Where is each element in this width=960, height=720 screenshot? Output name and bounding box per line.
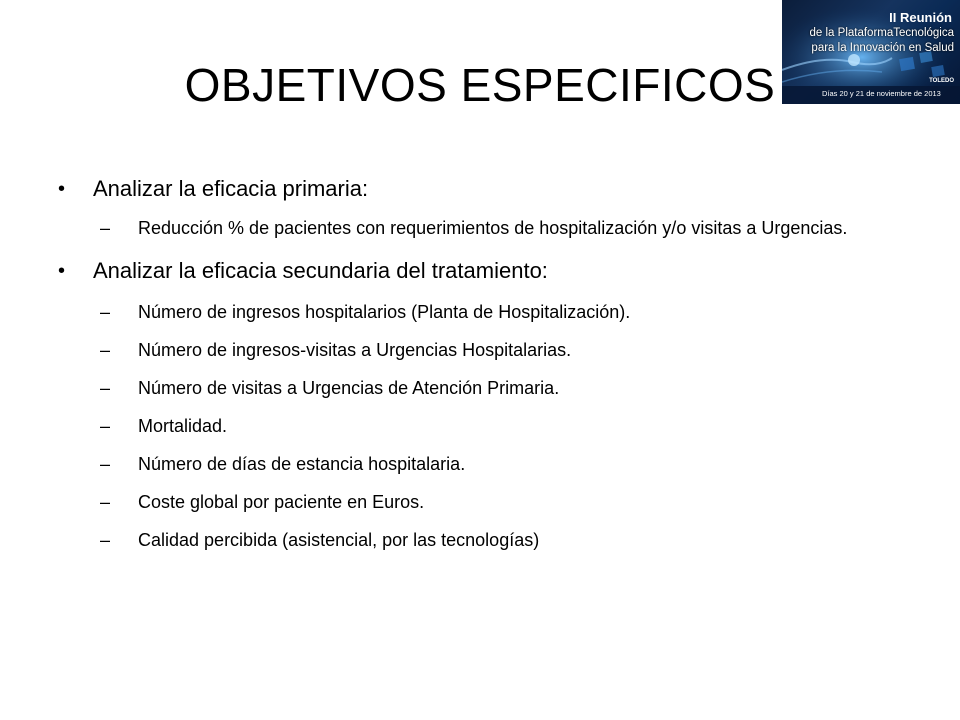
sub-bullet-item xyxy=(58,450,918,478)
sub-bullet-item xyxy=(58,412,918,440)
sub-bullet-text: Número de visitas a Urgencias de Atención Primaria. xyxy=(138,378,560,398)
sub-bullet-text: Coste global por paciente en Euros. xyxy=(138,492,425,512)
sub-bullet-item xyxy=(58,488,918,516)
sub-bullet-item xyxy=(58,214,918,242)
dash-icon: – xyxy=(100,218,111,238)
dash-icon: – xyxy=(100,530,111,550)
bullet-icon: • xyxy=(58,260,66,282)
sub-bullet-item xyxy=(58,526,918,554)
bullet-item xyxy=(58,174,918,204)
banner-title: II Reunión xyxy=(889,10,952,25)
banner-city: TOLEDO xyxy=(929,78,954,84)
sub-bullet-text: Reducción % de pacientes con requerimientos de hospitalización y/o visitas a Urgencias. xyxy=(138,218,848,238)
dash-icon: – xyxy=(100,492,111,512)
dash-icon: – xyxy=(100,454,111,474)
dash-icon: – xyxy=(100,340,111,360)
bullet-item xyxy=(58,256,918,286)
banner-subtitle-line1: de la PlataformaTecnológica xyxy=(809,27,954,39)
banner-dates: Días 20 y 21 de noviembre de 2013 xyxy=(822,89,941,98)
slide-title: OBJETIVOS ESPECIFICOS xyxy=(184,59,776,111)
dash-icon: – xyxy=(100,302,111,322)
sub-bullet-list xyxy=(58,298,918,554)
banner-subtitle-line2: para la Innovación en Salud xyxy=(811,42,954,54)
sub-bullet-item xyxy=(58,298,918,326)
sub-bullet-text: Número de ingresos hospitalarios (Planta de Hospitalización). xyxy=(138,302,631,322)
bullet-text: Analizar la eficacia secundaria del tratamiento: xyxy=(93,258,548,283)
sub-bullet-text: Calidad percibida (asistencial, por las tecnologías) xyxy=(138,530,540,550)
bullet-icon: • xyxy=(58,178,66,200)
dash-icon: – xyxy=(100,378,111,398)
sub-bullet-item xyxy=(58,336,918,364)
sub-bullet-text: Mortalidad. xyxy=(138,416,228,436)
dash-icon: – xyxy=(100,416,111,436)
bullet-text: Analizar la eficacia primaria: xyxy=(93,176,369,201)
sub-bullet-text: Número de días de estancia hospitalaria. xyxy=(138,454,466,474)
sub-bullet-item xyxy=(58,374,918,402)
sub-bullet-text: Número de ingresos-visitas a Urgencias Hospitalarias. xyxy=(138,340,572,360)
slide-content xyxy=(58,174,918,564)
